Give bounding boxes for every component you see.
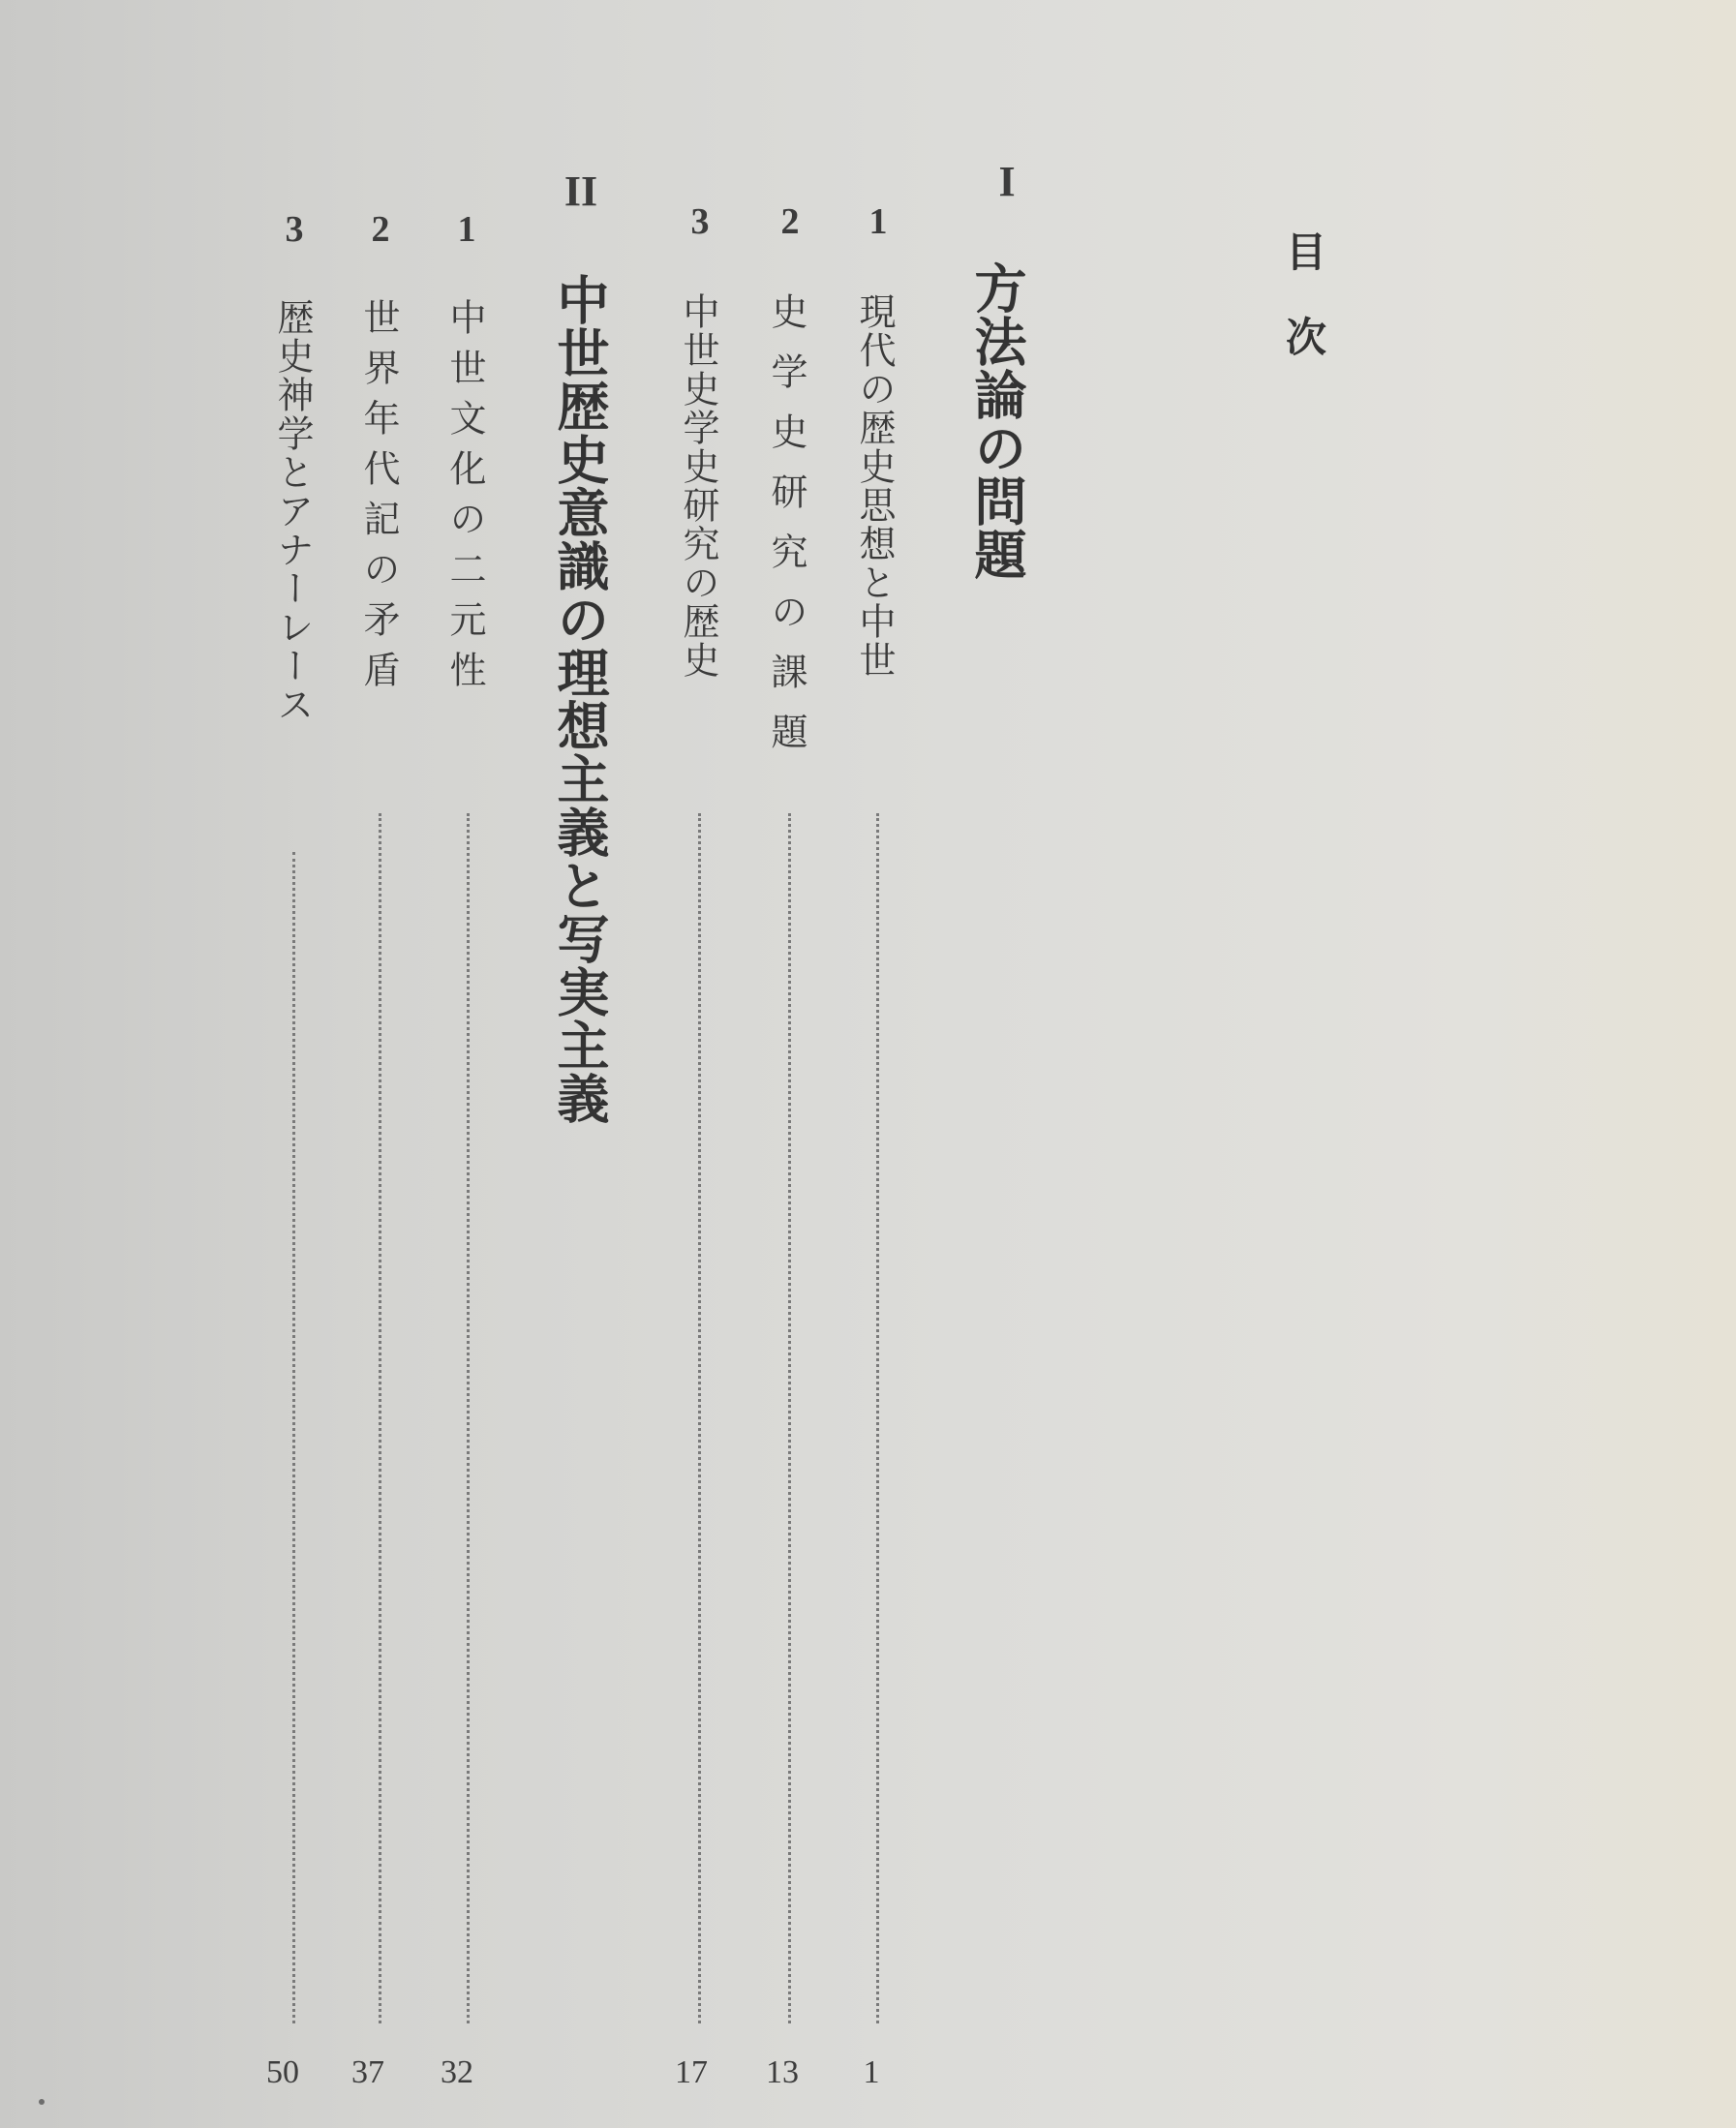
toc-heading-mokuji xyxy=(1280,230,1327,401)
paper-speck xyxy=(39,2099,45,2105)
entry-1-3-title: 中世史学史研究の歴史 xyxy=(677,292,719,680)
entry-2-2-page: 37 xyxy=(351,2054,384,2090)
entry-2-3-number: 3 xyxy=(285,209,304,250)
entry-1-3-number: 3 xyxy=(690,201,710,242)
entry-1-1-leader xyxy=(876,813,879,2023)
entry-1-2-page: 13 xyxy=(766,2054,799,2090)
entry-2-3-leader xyxy=(292,852,295,2023)
entry-1-1-title: 現代の歴史思想と中世 xyxy=(853,292,896,680)
entry-2-2-leader xyxy=(379,813,381,2023)
entry-1-2-title: 史学史研究の課題 xyxy=(765,292,807,773)
entry-2-2-number: 2 xyxy=(371,209,390,250)
entry-1-2-number: 2 xyxy=(780,201,800,242)
entry-2-1-leader xyxy=(467,813,470,2023)
entry-2-3-title: 歴史神学とアナーレース xyxy=(271,298,314,724)
entry-1-1-number: 1 xyxy=(868,201,888,242)
entry-1-1-page: 1 xyxy=(863,2054,880,2090)
entry-2-1-number: 1 xyxy=(457,209,476,250)
part-2-numeral: II xyxy=(563,167,598,215)
toc-heading-char-2: 次 xyxy=(1280,316,1327,401)
entry-1-2-leader xyxy=(788,813,791,2023)
entry-2-3-page: 50 xyxy=(266,2054,299,2090)
entry-2-1-page: 32 xyxy=(441,2054,473,2090)
entry-1-3-page: 17 xyxy=(675,2054,708,2090)
entry-1-3-leader xyxy=(698,813,701,2023)
part-2-title: 中世歴史意識の理想主義と写実主義 xyxy=(549,273,611,1125)
toc-heading-char-1: 目 xyxy=(1280,230,1327,316)
part-1-title: 方法論の問題 xyxy=(966,261,1028,581)
part-1-numeral: I xyxy=(998,158,1016,205)
entry-2-2-title: 世界年代記の矛盾 xyxy=(357,298,400,701)
entry-2-1-title: 中世文化の二元性 xyxy=(443,298,486,701)
